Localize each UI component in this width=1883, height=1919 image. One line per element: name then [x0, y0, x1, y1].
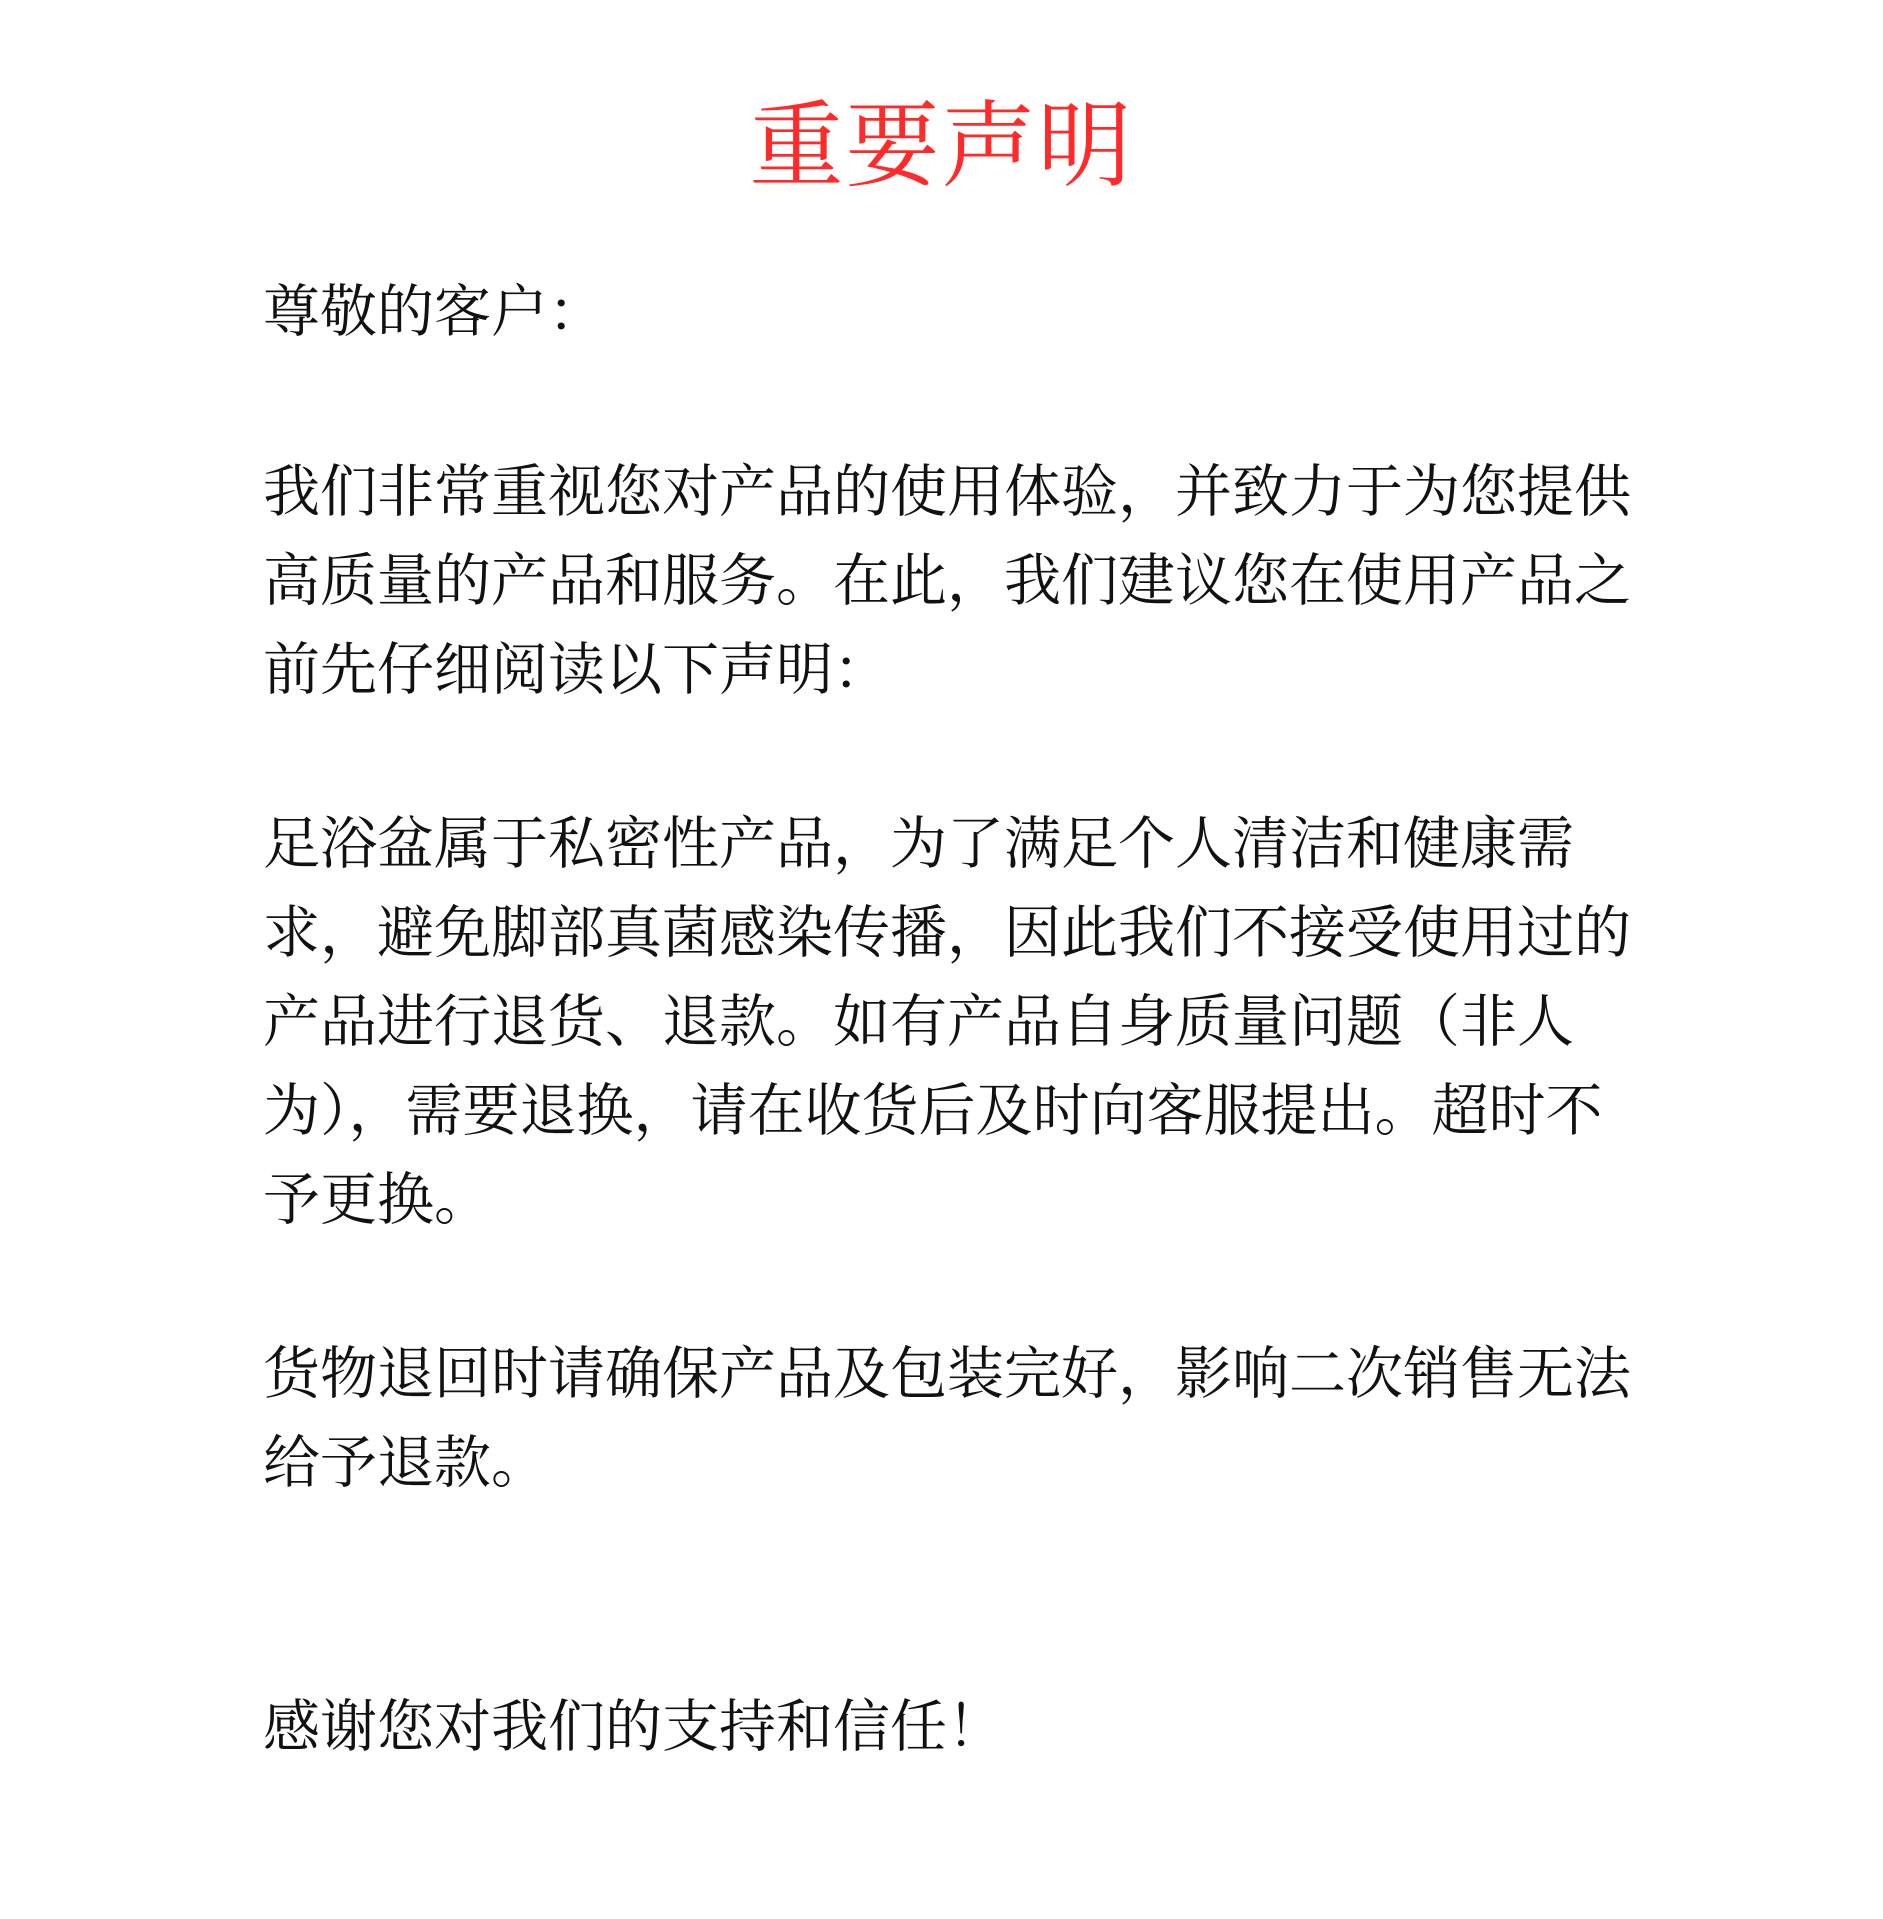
greeting: 尊敬的客户：: [263, 279, 605, 345]
notice-title: 重要声明: [749, 92, 1134, 201]
intro-paragraph: 我们非常重视您对产品的使用体验，并致力于为您提供高质量的产品和服务。在此，我们建议您在使用产品之前先仔细阅读以下声明：: [263, 459, 1631, 703]
packaging-paragraph: 货物退回时请确保产品及包装完好，影响二次销售无法给予退款。: [263, 1341, 1631, 1496]
closing-line: 感谢您对我们的支持和信任！: [263, 1694, 1004, 1760]
return-policy-paragraph: 足浴盆属于私密性产品，为了满足个人清洁和健康需求，避免脚部真菌感染传播，因此我们不接受使用过的产品进行退货、退款。如有产品自身质量问题（非人为），需要退换，请在收货后及时向客服提出。超时不予更换。: [263, 811, 1631, 1233]
